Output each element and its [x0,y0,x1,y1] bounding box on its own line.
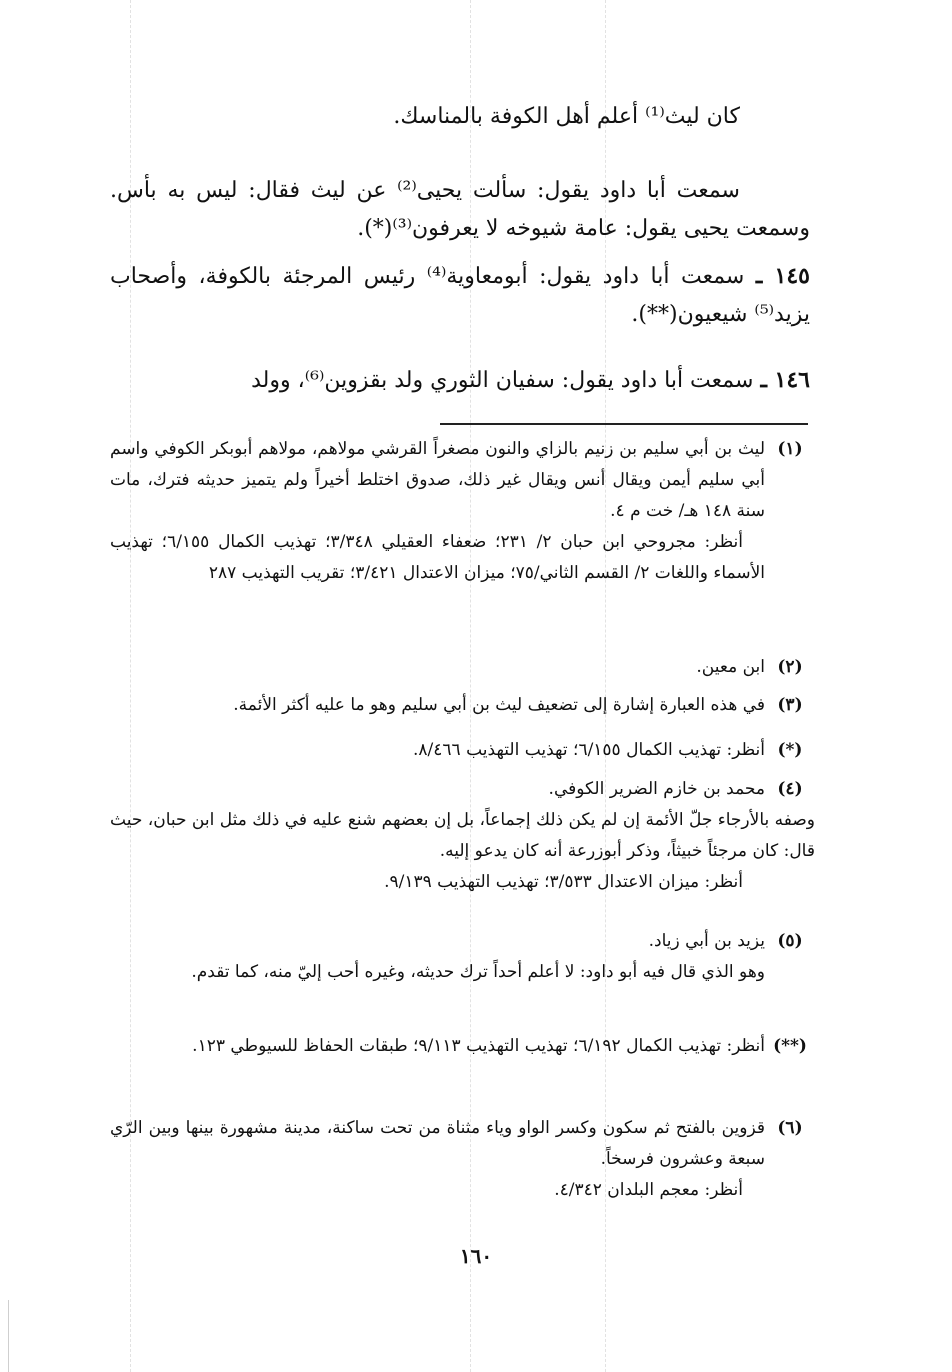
entry-number-145: ١٤٥ ـ [755,263,810,289]
footnote-2 [110,652,815,683]
entry-number-146: ١٤٦ ـ [760,367,810,393]
footnote-mark: (٣) [777,695,803,715]
footnote-reference: أنظر: معجم البلدان ٤/٣٤٢. [554,1180,743,1200]
main-paragraph-145-text: سمعت أبا داود يقول: أبومعاوية⁽⁴⁾ رئيس المرجئة بالكوفة، وأصحاب يزيد⁽⁵⁾ شيعيون(**). [110,264,810,327]
footnote-1 [110,434,815,589]
main-paragraph-1 [110,98,810,136]
footnote-star [110,735,815,766]
footnote-text: أنظر: تهذيب الكمال ٦/١٩٢؛ تهذيب التهذيب ٩/١١٣؛ طبقات الحفاظ للسيوطي ١٢٣. [192,1036,765,1056]
footnote-3 [110,690,815,721]
footnote-separator [440,423,808,425]
footnote-text: يزيد بن أبي زياد. [648,931,765,951]
footnote-mark: (١) [777,439,803,459]
main-paragraph-145 [110,257,810,334]
footnote-text: ليث بن أبي سليم بن زنيم بالزاي والنون مصغراً القرشي مولاهم، مولاهم أبوبكر الكوفي واسم أبي سليم أيمن ويقال أنس ويقال غير ذلك، صدوق اختلط أخيراً ولم يتميز حديثه فترك، مات سنة ١٤٨ هـ/ خت م ٤. [110,439,765,521]
footnote-mark: (٢) [777,657,803,677]
footnote-text: في هذه العبارة إشارة إلى تضعيف ليث بن أبي سليم وهو ما عليه أكثر الأئمة. [233,695,765,715]
footnote-reference: أنظر: ميزان الاعتدال ٣/٥٣٣؛ تهذيب التهذيب ٩/١٣٩. [384,872,743,892]
main-paragraph-146 [110,361,810,400]
footnote-4 [110,774,815,898]
main-paragraph-1-text: كان ليث⁽¹⁾ أعلم أهل الكوفة بالمناسك. [393,104,740,129]
footnote-mark: (**) [773,1036,807,1056]
page-edge-line [8,1300,9,1372]
footnote-reference: أنظر: مجروحي ابن حبان ٢/ ٢٣١؛ ضعفاء العقيلي ٣/٣٤٨؛ تهذيب الكمال ٦/١٥٥؛ تهذيب الأسماء واللغات ٢/ القسم الثاني/٧٥؛ ميزان الاعتدال ٣/٤٢١؛ تقريب التهذيب ٢٨٧ [110,532,765,583]
footnote-5 [110,926,815,988]
footnote-mark: (٤) [777,779,803,799]
footnote-double-star [110,1031,815,1062]
main-paragraph-2 [110,172,810,248]
footnote-detail: وهو الذي قال فيه أبو داود: لا أعلم أحداً ترك حديثه، وغيره أحب إليّ منه، كما تقدم. [191,962,765,982]
footnote-text: أنظر: تهذيب الكمال ٦/١٥٥؛ تهذيب التهذيب ٨/٤٦٦. [413,740,765,760]
page-number: ١٦٠ [459,1244,493,1268]
main-paragraph-146-text: سمعت أبا داود يقول: سفيان الثوري ولد بقزوين⁽⁶⁾، وولد [251,368,754,393]
main-paragraph-2-text: سمعت أبا داود يقول: سألت يحيى⁽²⁾ عن ليث فقال: ليس به بأس. وسمعت يحيى يقول: عامة شيوخه لا يعرفون⁽³⁾(*). [110,178,810,241]
footnote-mark: (٦) [777,1118,803,1138]
footnote-mark: (*) [777,740,803,760]
footnote-mark: (٥) [777,931,803,951]
footnote-6 [110,1113,815,1206]
footnote-detail: وصفه بالأرجاء جلّ الأئمة إن لم يكن ذلك إجماعاً، بل إن بعضهم شنع عليه في ذلك مثل ابن حبان، حيث قال: كان مرجئاً خبيثاً، وذكر أبوزرعة أنه كان يدعو إليه. [110,810,816,861]
footnote-text: ابن معين. [696,657,765,677]
footnote-text: محمد بن خازم الضرير الكوفي. [548,779,765,799]
footnote-text: قزوين بالفتح ثم سكون وكسر الواو وياء مثناة من تحت ساكنة، مدينة مشهورة بينها وبين الرّي سبعة وعشرون فرسخاً. [110,1118,765,1169]
